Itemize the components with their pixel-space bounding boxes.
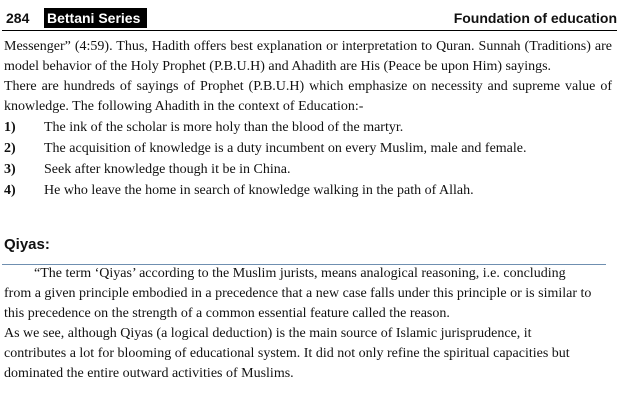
list-text: The acquisition of knowledge is a duty incumbent on every Muslim, male and female.	[44, 141, 527, 156]
qiyas-definition: “The term ‘Qiyas’ according to the Muslim jurists, means analogical reasoning, i.e. concluding from a given principle embodied in a precedence that a new case falls under this principle or is similar to this precedence on the strength of a common essential feature called the reason.	[4, 266, 592, 321]
qiyas-paragraph: As we see, although Qiyas (a logical deduction) is the main source of Islamic jurisprudence, it contributes a lot for blooming of educational system. It did not only refine the spiritual capacities but dominated the entire outward activities of Muslims.	[4, 326, 570, 381]
list-text: The ink of the scholar is more holy than the blood of the martyr.	[44, 120, 404, 135]
list-number: 1)	[4, 120, 16, 135]
qiyas-section	[4, 264, 596, 384]
section-heading-qiyas: Qiyas:	[4, 236, 50, 253]
list-item	[4, 180, 612, 201]
list-item	[4, 138, 612, 159]
list-text: He who leave the home in search of knowledge walking in the path of Allah.	[44, 183, 474, 198]
chapter-title: Foundation of education	[453, 10, 617, 26]
hadith-list	[4, 117, 612, 201]
page-header	[2, 8, 617, 31]
list-number: 3)	[4, 162, 16, 177]
series-label: Bettani Series	[44, 8, 147, 28]
page-number: 284	[6, 10, 30, 26]
list-number: 2)	[4, 141, 16, 156]
list-text: Seek after knowledge though it be in China.	[44, 162, 291, 177]
list-item	[4, 117, 612, 138]
hadith-intro: There are hundreds of sayings of Prophet (P.B.U.H) which emphasize on necessity and supreme value of knowledge. The following Ahadith in the context of Education:-	[4, 79, 612, 114]
intro-paragraph: Messenger” (4:59). Thus, Hadith offers best explanation or interpretation to Quran. Sunnah (Traditions) are model behavior of the Holy Prophet (P.B.U.H) and Ahadith are His (Peace be upon Him) sayings.	[4, 39, 612, 74]
list-number: 4)	[4, 183, 16, 198]
list-item	[4, 159, 612, 180]
body-text	[4, 37, 612, 201]
